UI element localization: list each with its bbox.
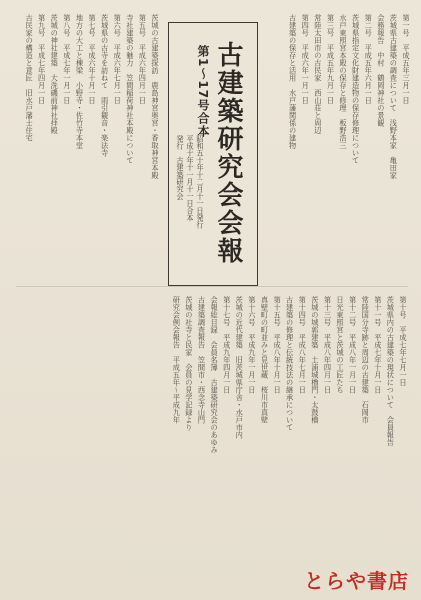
entry-text: 古建築の修理と伝統技法の継承について — [285, 296, 295, 431]
entry-text: 寺社建築の魅力 笠間稲荷神社本殿について — [125, 14, 135, 164]
entry-text: 茨城県内の古建築の現状について 会員報告 — [386, 296, 396, 446]
journal-title: 古建築研究会会報 — [213, 41, 243, 265]
entry-text: 第十五号 平成八年十月一日 — [273, 296, 283, 394]
publication-info — [175, 135, 205, 229]
entry-text: 茨城の古建築探訪 鹿島神宮奥宮・香取神宮本殿 — [151, 14, 160, 179]
entry-text: 第十四号 平成八年七月一日 — [298, 296, 308, 394]
issue-range: 第1〜17号合本 — [196, 45, 210, 139]
entry-text: 第三号 平成五年九月一日 — [326, 14, 336, 104]
entry-text: 古建築の保存と活用 水戸藩関係の建物 — [288, 14, 298, 149]
info-line: 平成十年十一月十一日合本 — [186, 135, 195, 222]
entry-text: 第九号 平成七年四月一日 — [37, 14, 47, 104]
contents-column-top-left — [20, 14, 160, 276]
entry-text: 第十二号 平成八年一月一日 — [348, 296, 358, 394]
info-line: 発行 古建築研究会 — [176, 135, 185, 200]
title-box — [168, 22, 258, 286]
entry-text: 第十六号 平成九年一月一日 — [247, 296, 257, 394]
entry-text: 古民家の構造と意匠 旧水戸藩士住宅 — [25, 14, 35, 142]
entry-text: 第十七号 平成九年四月一日 — [222, 296, 232, 394]
entry-text: 第七号 平成六年十月一日 — [88, 14, 98, 104]
entry-text: 茨城県指定文化財建造物の保存修理について — [351, 14, 361, 164]
entry-text: 第十三号 平成八年四月一日 — [323, 296, 333, 394]
entry-text: 常陸国分寺跡と周辺の古建築 石岡市 — [361, 296, 371, 424]
entry-text: 第六号 平成六年七月一日 — [113, 14, 123, 104]
entry-text: 古建築調査報告 笠間市・西念寺山門 — [197, 296, 207, 424]
entry-text: 第十号 平成七年七月一日 — [399, 296, 408, 386]
entry-text: 第四号 平成六年一月一日 — [301, 14, 311, 104]
entry-text: 第五号 平成六年四月一日 — [138, 14, 148, 104]
entry-text: 研究会例会報告 平成五年〜平成九年 — [172, 296, 182, 424]
entry-text: 常陸太田市の古民家 西山荘と周辺 — [313, 14, 323, 134]
entry-text: 茨城の神社建築 大洗磯前神社拝殿 — [50, 14, 60, 134]
entry-text: 水戸東照宮本殿の保存と修理 板野浩三 — [339, 14, 349, 149]
info-line: 昭和五十年十二月十一日発行 — [196, 135, 205, 229]
entry-text: 茨城県古建築の調査について 浅野本家 亀田家 — [389, 14, 399, 179]
entry-text: 地方の大工と棟梁 小野寺・佐竹寺本堂 — [75, 14, 85, 149]
entry-text: 第二号 平成五年六月一日 — [364, 14, 374, 104]
entry-text: 日光東照宮と茨城の工匠たち — [336, 296, 346, 394]
entry-text: 会報総目録 会員名簿 古建築研究会のあゆみ — [210, 296, 220, 454]
entry-text: 茨城の社寺と民家 会員の見学記録より — [184, 296, 194, 431]
section-divider — [16, 286, 408, 287]
entry-text: 第八号 平成七年一月一日 — [62, 14, 72, 104]
entry-text: 茨城県の古寺を訪ねて 雨引観音・楽法寺 — [100, 14, 110, 157]
entry-text: 第十一号 平成七年十月一日 — [373, 296, 383, 394]
shop-watermark: とらや書店 — [304, 569, 409, 593]
entry-text: 茨城の城郭建築 土浦城櫓門・太鼓櫓 — [310, 296, 320, 424]
contents-column-bottom — [22, 296, 408, 556]
entry-text: 真壁町の町並みと見世蔵 桜川市真壁 — [260, 296, 270, 424]
entry-text: 茨城の近代建築 旧茨城県庁舎・水戸市内 — [235, 296, 245, 439]
entry-text: 会務報告 中村 鶴岡神社の景観 — [376, 14, 386, 127]
contents-column-top-right — [288, 14, 411, 276]
entry-text: 第一号 平成五年三月一日 — [402, 14, 411, 104]
